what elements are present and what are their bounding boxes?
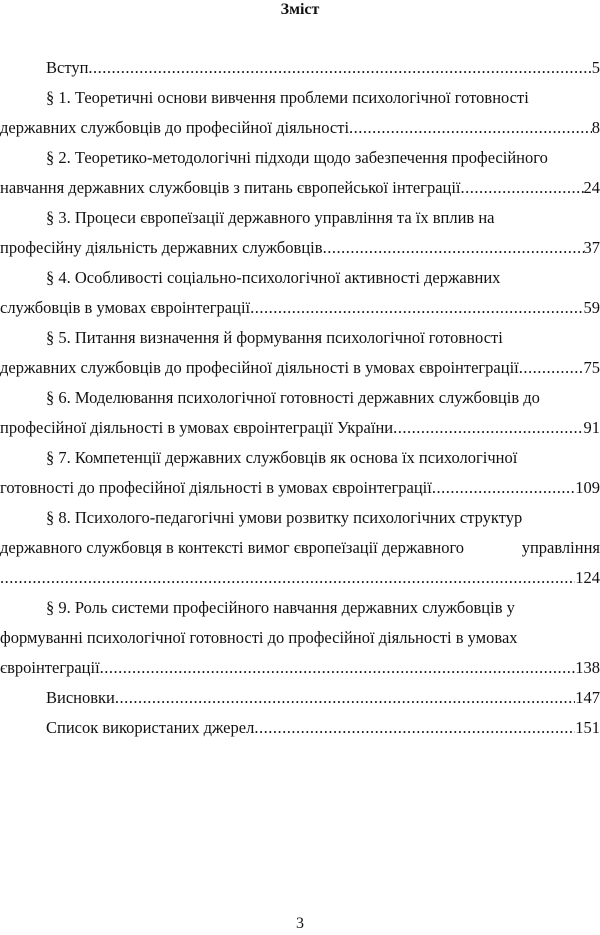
toc-entry-s1-line1[interactable]	[0, 86, 600, 110]
toc-page-number: 151	[575, 718, 600, 737]
toc-entry-label: § 7. Компетенції державних службовців як основа їх психологічної	[46, 448, 518, 467]
toc-page-number: 37	[583, 238, 600, 257]
leader-dots	[250, 296, 583, 320]
toc-entry-label: Список використаних джерел	[46, 718, 255, 737]
toc-entry-label: Вступ	[46, 58, 89, 77]
toc-page-number: 109	[575, 478, 600, 497]
toc-entry-references[interactable]	[0, 716, 600, 740]
leader-dots	[432, 476, 575, 500]
toc-entry-label: § 3. Процеси європеїзації державного управління та їх вплив на	[46, 208, 495, 227]
toc-page-number: 91	[583, 418, 600, 437]
toc-entry-s8-line2[interactable]	[0, 536, 600, 560]
toc-entry-label: державних службовців до професійної діяльності в умовах євроінтеграції	[0, 358, 519, 377]
toc-entry-label: службовців в умовах євроінтеграції	[0, 298, 251, 317]
toc-page-number: 147	[575, 688, 600, 707]
toc-entry-s2-line2[interactable]	[0, 176, 600, 200]
toc-page-number: 24	[583, 178, 600, 197]
leader-dots	[254, 716, 575, 740]
toc-entry-s4-line2[interactable]	[0, 296, 600, 320]
leader-dots	[323, 236, 584, 260]
toc-entry-label: § 2. Теоретико-методологічні підходи щодо забезпечення професійного	[46, 148, 548, 167]
toc-entry-s1-line2[interactable]	[0, 116, 600, 140]
leader-dots	[88, 56, 591, 80]
toc-entry-s3-line1[interactable]	[0, 206, 600, 230]
leader-dots	[519, 356, 584, 380]
leader-dots	[461, 176, 584, 200]
page-number: 3	[296, 915, 304, 932]
leader-dots	[393, 416, 583, 440]
toc-page-number: 5	[591, 58, 600, 77]
toc-entry-label: євроінтеграції	[0, 658, 100, 677]
toc-entry-s8-line3[interactable]	[0, 566, 600, 590]
toc-page-number: 124	[575, 568, 600, 587]
toc-entry-s3-line2[interactable]	[0, 236, 600, 260]
toc-entry-label: § 8. Психолого-педагогічні умови розвитку психологічних структур	[46, 508, 523, 527]
toc-entry-label: навчання державних службовців з питань європейської інтеграції	[0, 178, 461, 197]
toc-entry-label: § 6. Моделювання психологічної готовності державних службовців до	[46, 388, 540, 407]
toc-entry-label: державних службовців до професійної діяльності	[0, 118, 350, 137]
toc-entry-s4-line1[interactable]	[0, 266, 600, 290]
toc-page-number: 138	[575, 658, 600, 677]
toc-entry-label-end: управління	[521, 538, 600, 557]
page-title: Зміст	[280, 1, 320, 18]
toc-page-number: 59	[583, 298, 600, 317]
toc-entry-label: професійну діяльність державних службовців	[0, 238, 323, 257]
toc-entry-label: Висновки	[46, 688, 115, 707]
toc-entry-conclusions[interactable]	[0, 686, 600, 710]
leader-dots	[349, 116, 592, 140]
toc-entry-label: § 9. Роль системи професійного навчання державних службовців у	[46, 598, 515, 617]
toc-entry-label: професійної діяльності в умовах євроінтеграції України	[0, 418, 394, 437]
toc-entry-s8-line1[interactable]	[0, 506, 600, 530]
toc-entry-s7-line2[interactable]	[0, 476, 600, 500]
toc-entry-s6-line1[interactable]	[0, 386, 600, 410]
leader-dots	[100, 656, 576, 680]
toc-entry-label: готовності до професійної діяльності в умовах євроінтеграції	[0, 478, 432, 497]
toc-page-number: 75	[583, 358, 600, 377]
toc-entry-label: § 1. Теоретичні основи вивчення проблеми психологічної готовності	[46, 88, 529, 107]
toc-entry-intro[interactable]	[0, 56, 600, 80]
toc-entry-s6-line2[interactable]	[0, 416, 600, 440]
toc-entry-s9-line3[interactable]	[0, 656, 600, 680]
toc-entry-label: § 4. Особливості соціально-психологічної активності державних	[46, 268, 501, 287]
toc-entry-s9-line1[interactable]	[0, 596, 600, 620]
toc-page-number: 8	[591, 118, 600, 137]
leader-dots	[0, 566, 575, 590]
toc-entry-s5-line1[interactable]	[0, 326, 600, 350]
toc-entry-s9-line2[interactable]	[0, 626, 600, 650]
toc-entry-label: § 5. Питання визначення й формування психологічної готовності	[46, 328, 503, 347]
toc-entry-s5-line2[interactable]	[0, 356, 600, 380]
toc-entry-s2-line1[interactable]	[0, 146, 600, 170]
toc-entry-label: державного службовця в контексті вимог європеїзації державного	[0, 538, 465, 557]
toc-entry-label: формуванні психологічної готовності до професійної діяльності в умовах	[0, 628, 518, 647]
leader-dots	[115, 686, 575, 710]
toc-entry-s7-line1[interactable]	[0, 446, 600, 470]
